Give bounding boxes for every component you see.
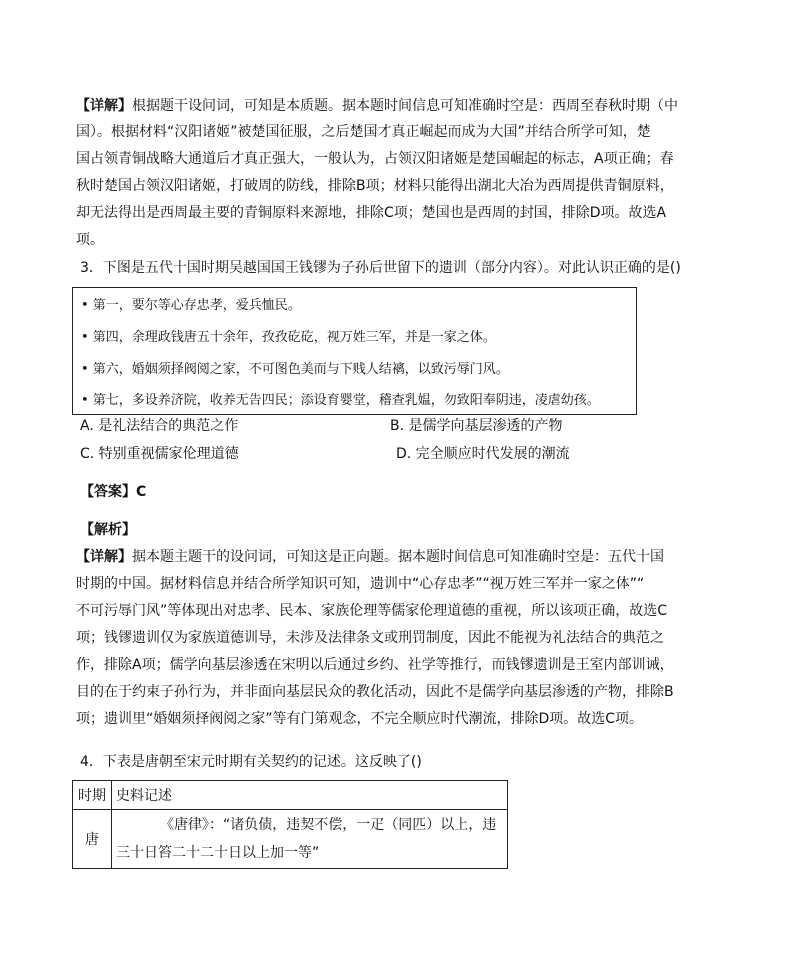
q3-quote-2: • 第四，余理政钱唐五十余年，孜孜矻矻，视万姓三军，并是一家之体。 [81, 330, 496, 345]
q3-option-a: A. 是礼法结合的典范之作 [80, 418, 239, 434]
q3-analysis-line-1: 【详解】据本题主题干的设问词，可知这是正向题。据本题时间信息可知准确时空是：五代十国 [76, 549, 664, 565]
q2-analysis-line-2: 国）。根据材料“汉阳诸姬”被楚国征服，之后楚国才真正崛起而成为大国”并结合所学可知，楚 [76, 124, 651, 140]
q2-analysis-line-3: 国占领青铜战略大通道后才真正强大，一般认为，占领汉阳诸姬是楚国崛起的标志，A项正确；春 [76, 151, 674, 167]
q3-analysis-line-7: 项；遗训里“婚姻须择阀阅之家”等有门第观念，不完全顺应时代潮流，排除D项。故选C项。 [76, 711, 644, 727]
q3-detail-label: 【详解】 [76, 549, 132, 565]
q2-analysis-line-5: 却无法得出是西周最主要的青铜原料来源地，排除C项；楚国也是西周的封国，排除D项。故选A [76, 205, 667, 221]
table-cell-text-line-1: 《唐律》：“诸负债，违契不偿，一疋（同匹）以上，违 [160, 817, 497, 833]
q3-quote-box [72, 287, 637, 415]
table-cell-period: 唐 [73, 810, 112, 869]
q3-quote-1: • 第一，要尔等心存忠孝，爱兵恤民。 [81, 298, 301, 313]
q3-answer-value: C [136, 484, 147, 500]
table-cell-text-line-2: 三十日笞二十二十日以上加一等” [116, 845, 320, 861]
q4-table [72, 780, 508, 869]
table-row [73, 810, 508, 869]
q3-option-d: D. 完全顺应时代发展的潮流 [396, 446, 570, 462]
q3-quote-4: • 第七，多设养济院，收养无告四民；添设育婴堂，稽查乳媪，勿致阳奉阴违，凌虐幼孩。 [81, 393, 600, 408]
q2-analysis-line-6: 项。 [76, 232, 104, 248]
q4-stem: 4．下表是唐朝至宋元时期有关契约的记述。这反映了() [80, 754, 422, 770]
q3-stem: 3．下图是五代十国时期吴越国国王钱镠为子孙后世留下的遗训（部分内容）。对此认识正确的是() [80, 260, 681, 276]
q2-analysis-line-1: 【详解】根据题干设问词，可知是本质题。据本题时间信息可知准确时空是：西周至春秋时期（中 [76, 98, 678, 114]
q3-option-c: C. 特别重视儒家伦理道德 [80, 446, 239, 462]
q3-answer [80, 479, 146, 505]
q3-option-b: B. 是儒学向基层渗透的产物 [390, 418, 563, 434]
q3-quote-3: • 第六，婚姻须择阀阅之家，不可图色美而与下贱人结褵，以致污辱门风。 [81, 362, 509, 377]
q3-answer-label: 【答案】 [80, 484, 136, 500]
table-cell-text [112, 810, 508, 869]
q3-jiexi-label: 【解析】 [80, 522, 136, 538]
q3-analysis-line-6: 目的在于约束子孙行为，并非面向基层民众的教化活动，因此不是儒学向基层渗透的产物，排除B [76, 684, 674, 700]
table-header-text: 史料记述 [112, 781, 508, 810]
q3-analysis-line-3: 不可污辱门风”等体现出对忠孝、民本、家族伦理等儒家伦理道德的重视，所以该项正确，故选C [76, 603, 668, 619]
q3-analysis-line-5: 作，排除A项；儒学向基层渗透在宋明以后通过乡约、社学等推行，而钱镠遗训是王室内部训诫， [76, 657, 674, 673]
q2-analysis-line-4: 秋时楚国占领汉阳诸姬，打破周的防线，排除B项；材料只能得出湖北大冶为西周提供青铜原料， [76, 178, 674, 194]
q3-analysis-line-4: 项；钱镠遗训仅为家族道德训导，未涉及法律条文或刑罚制度，因此不能视为礼法结合的典范之 [76, 630, 664, 646]
table-header-period: 时期 [73, 781, 112, 810]
table-header-row [73, 781, 508, 810]
q3-analysis-line-2: 时期的中国。据材料信息并结合所学知识可知，遗训中“心存忠孝”“视万姓三军并一家之体”“ [76, 576, 645, 592]
q2-detail-label: 【详解】 [76, 98, 132, 114]
